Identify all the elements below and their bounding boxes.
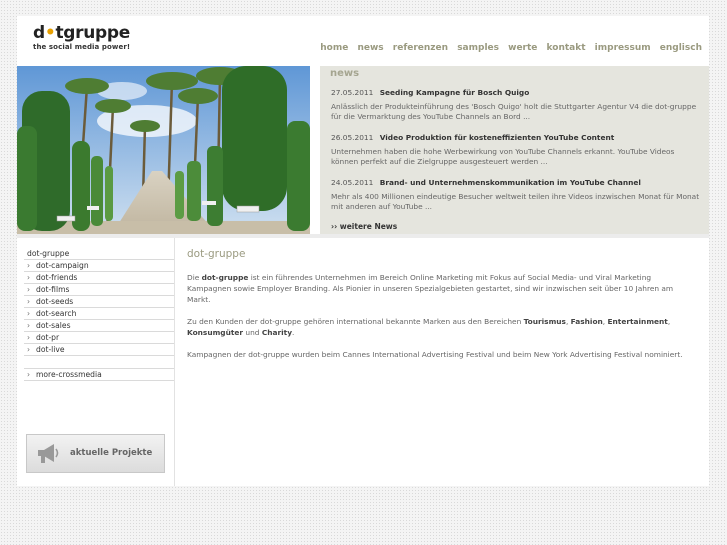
menu-spacer: [24, 356, 174, 369]
logo[interactable]: [33, 24, 130, 51]
page: [17, 16, 709, 486]
sidebar-item-label: dot-films: [36, 285, 70, 294]
chevron-right-icon: ›: [27, 309, 31, 318]
sidebar-menu: [24, 248, 174, 381]
news-item[interactable]: [331, 133, 701, 168]
current-projects-button[interactable]: [26, 434, 165, 473]
news-date: 24.05.2011: [331, 178, 374, 187]
sidebar-item-dot-films[interactable]: [24, 284, 174, 296]
news-panel: [320, 66, 709, 234]
news-item[interactable]: [331, 88, 701, 123]
header: [17, 16, 709, 66]
nav-werte[interactable]: werte: [508, 43, 538, 53]
sidebar-item-label: dot-friends: [36, 273, 78, 282]
top-navigation: [314, 43, 702, 53]
chevron-right-icon: ›: [27, 261, 31, 270]
intro-paragraph: Die dot-gruppe ist ein führendes Unternehmen im Bereich Online Marketing mit Fokus auf Social Media- und Viral Marketing Kampagnen sowie Employer Branding. Als Pionier in unseren Spezialgebieten gestartet, sind wir inzwischen seit über 10 Jahren am Markt.: [187, 273, 674, 304]
sidebar: [17, 238, 175, 486]
sidebar-item-dot-sales[interactable]: [24, 320, 174, 332]
sidebar-item-label: more-crossmedia: [36, 370, 102, 379]
sidebar-item-dot-live[interactable]: [24, 344, 174, 356]
page-title: dot-gruppe: [187, 248, 246, 260]
nav-home[interactable]: home: [320, 43, 349, 53]
sidebar-item-label: dot-campaign: [36, 261, 89, 270]
nav-englisch[interactable]: englisch: [659, 43, 702, 53]
sidebar-item-dot-seeds[interactable]: [24, 296, 174, 308]
clients-paragraph: Zu den Kunden der dot-gruppe gehören international bekannte Marken aus den Bereichen Tourismus, Fashion, Entertainment, Konsumgüter und Charity.: [187, 317, 671, 337]
chevron-right-icon: ›: [27, 345, 31, 354]
chevron-right-icon: ›: [27, 297, 31, 306]
sidebar-item-label: dot-seeds: [36, 297, 74, 306]
sidebar-item-label: dot-search: [36, 309, 77, 318]
content-body: [187, 272, 697, 371]
nav-kontakt[interactable]: kontakt: [546, 43, 586, 53]
sidebar-item-dot-campaign[interactable]: [24, 260, 174, 272]
sidebar-item-dot-friends[interactable]: [24, 272, 174, 284]
nav-impressum[interactable]: impressum: [594, 43, 651, 53]
more-news-link[interactable]: ›› weitere News: [331, 222, 398, 231]
sidebar-item-dot-gruppe[interactable]: [24, 248, 174, 260]
news-headline[interactable]: Seeding Kampagne für Bosch Quigo: [379, 88, 530, 97]
chevron-right-icon: ›: [27, 370, 31, 379]
megaphone-icon: [35, 441, 61, 469]
sidebar-item-label: dot-pr: [36, 333, 60, 342]
sidebar-item-label: dot-sales: [36, 321, 71, 330]
awards-paragraph: Kampagnen der dot-gruppe wurden beim Cannes International Advertising Festival und beim New York Advertising Festival nominiert.: [187, 350, 683, 359]
chevron-right-icon: ›: [27, 333, 31, 342]
current-projects-label: aktuelle Projekte: [70, 448, 153, 458]
news-date: 26.05.2011: [331, 133, 374, 142]
sidebar-item-more-crossmedia[interactable]: [24, 369, 174, 381]
news-date: 27.05.2011: [331, 88, 374, 97]
chevron-right-icon: ›: [27, 321, 31, 330]
news-headline[interactable]: Brand- und Unternehmenskommunikation im YouTube Channel: [379, 178, 641, 187]
nav-news[interactable]: news: [357, 43, 384, 53]
news-item[interactable]: [331, 178, 701, 213]
logo-wordmark: d•tgruppe: [33, 23, 131, 43]
sidebar-item-dot-pr[interactable]: [24, 332, 174, 344]
news-heading: news: [330, 68, 360, 79]
logo-tagline: the social media power!: [33, 43, 131, 51]
news-headline[interactable]: Video Produktion für kosteneffizienten YouTube Content: [379, 133, 615, 142]
sidebar-item-dot-search[interactable]: [24, 308, 174, 320]
hero-image: [17, 66, 310, 234]
sidebar-item-label: dot-gruppe: [27, 249, 70, 258]
nav-referenzen[interactable]: referenzen: [392, 43, 449, 53]
chevron-right-icon: ›: [27, 273, 31, 282]
sidebar-item-label: dot-live: [36, 345, 65, 354]
news-teaser: Unternehmen haben die hohe Werbewirkung von YouTube Channels erkannt. YouTube Videos können perfekt auf die Zielgruppe ausgesteuert werden ...: [331, 146, 675, 166]
nav-samples[interactable]: samples: [457, 43, 499, 53]
news-teaser: Mehr als 400 Millionen eindeutige Besucher weltweit teilen ihre Videos inzwischen Monat für Monat mit anderen auf YouTube ...: [331, 191, 700, 211]
chevron-right-icon: ›: [27, 285, 31, 294]
news-teaser: Anlässlich der Produkteinführung des 'Bosch Quigo' holt die Stuttgarter Agentur V4 die dot-gruppe für die Vermarktung des YouTube Channels an Bord ...: [331, 101, 697, 121]
